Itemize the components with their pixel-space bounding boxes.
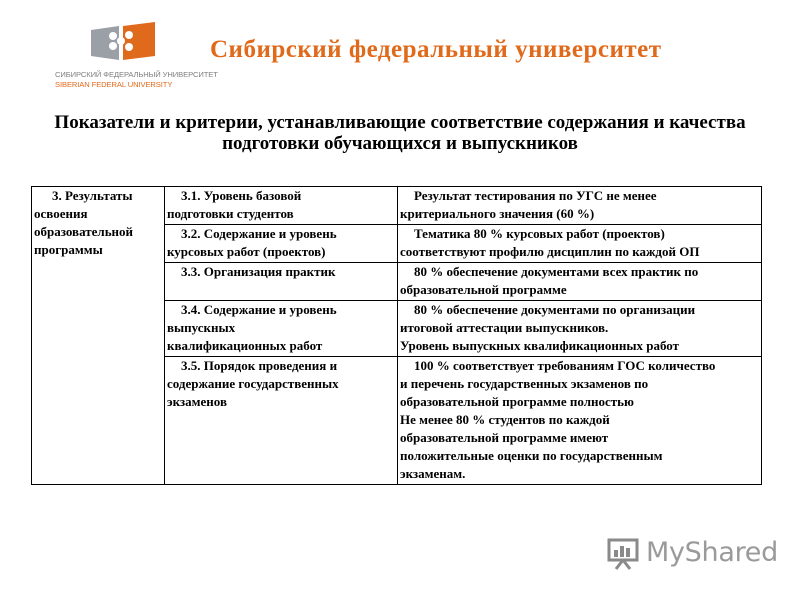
indicator-line: 3.5. Порядок проведения и (181, 358, 338, 373)
section-line: программы (34, 242, 103, 257)
indicator-line: 3.2. Содержание и уровень (181, 226, 337, 241)
criterion-line: положительные оценки по государственным (400, 448, 663, 463)
criterion-cell (398, 301, 762, 357)
indicator-line: курсовых работ (проектов) (167, 244, 326, 259)
criterion-line: 80 % обеспечение документами по организации (414, 302, 696, 317)
criterion-line: Уровень выпускных квалификационных работ (400, 338, 680, 353)
criterion-line: критериального значения (60 %) (400, 206, 595, 221)
section-line: 3. Результаты (52, 188, 133, 203)
criterion-line: образовательной программе полностью (400, 394, 634, 409)
indicator-line: 3.1. Уровень базовой (181, 188, 302, 203)
indicator-line: квалификационных работ (167, 338, 323, 353)
criterion-cell (398, 357, 762, 485)
criterion-line: Результат тестирования по УГС не менее (414, 188, 657, 203)
criterion-line: образовательной программе (400, 282, 567, 297)
indicator-line: выпускных (167, 320, 236, 335)
criterion-line: соответствуют профилю дисциплин по каждой ОП (400, 244, 700, 259)
criterion-line: экзаменам. (400, 466, 466, 481)
myshared-watermark (606, 534, 776, 574)
criterion-line: 80 % обеспечение документами всех практик по (414, 264, 699, 279)
indicator-line: содержание государственных (167, 376, 339, 391)
indicator-cell (165, 263, 398, 301)
university-name: Сибирский федеральный университет (210, 36, 662, 63)
indicator-cell (165, 187, 398, 225)
criterion-line: образовательной программе имеют (400, 430, 609, 445)
sfu-logo-icon (89, 22, 159, 64)
section-cell (32, 187, 165, 485)
logo-text-en: SIBERIAN FEDERAL UNIVERSITY (55, 80, 173, 89)
indicator-cell (165, 301, 398, 357)
presentation-board-icon (606, 536, 640, 570)
logo-text-ru: СИБИРСКИЙ ФЕДЕРАЛЬНЫЙ УНИВЕРСИТЕТ (55, 70, 218, 79)
criterion-line: Не менее 80 % студентов по каждой (400, 412, 610, 427)
section-line: образовательной (34, 224, 134, 239)
indicator-cell (165, 357, 398, 485)
indicator-line: 3.3. Организация практик (181, 264, 336, 279)
criterion-cell (398, 225, 762, 263)
indicator-line: 3.4. Содержание и уровень (181, 302, 337, 317)
criterion-cell (398, 187, 762, 225)
criteria-table (31, 186, 762, 485)
indicator-line: подготовки студентов (167, 206, 294, 221)
criterion-line: итоговой аттестации выпускников. (400, 320, 609, 335)
university-logo (55, 22, 218, 92)
section-line: освоения (34, 206, 88, 221)
criterion-line: Тематика 80 % курсовых работ (проектов) (414, 226, 665, 241)
watermark-text: MyShared (646, 537, 778, 568)
criterion-line: 100 % соответствует требованиям ГОС количество (414, 358, 716, 373)
table-row (32, 187, 762, 225)
criterion-line: и перечень государственных экзаменов по (400, 376, 649, 391)
indicator-line: экзаменов (167, 394, 227, 409)
indicator-cell (165, 225, 398, 263)
slide-title: Показатели и критерии, устанавливающие соответствие содержания и качества подготовки обучающихся и выпускников (54, 112, 746, 154)
criterion-cell (398, 263, 762, 301)
